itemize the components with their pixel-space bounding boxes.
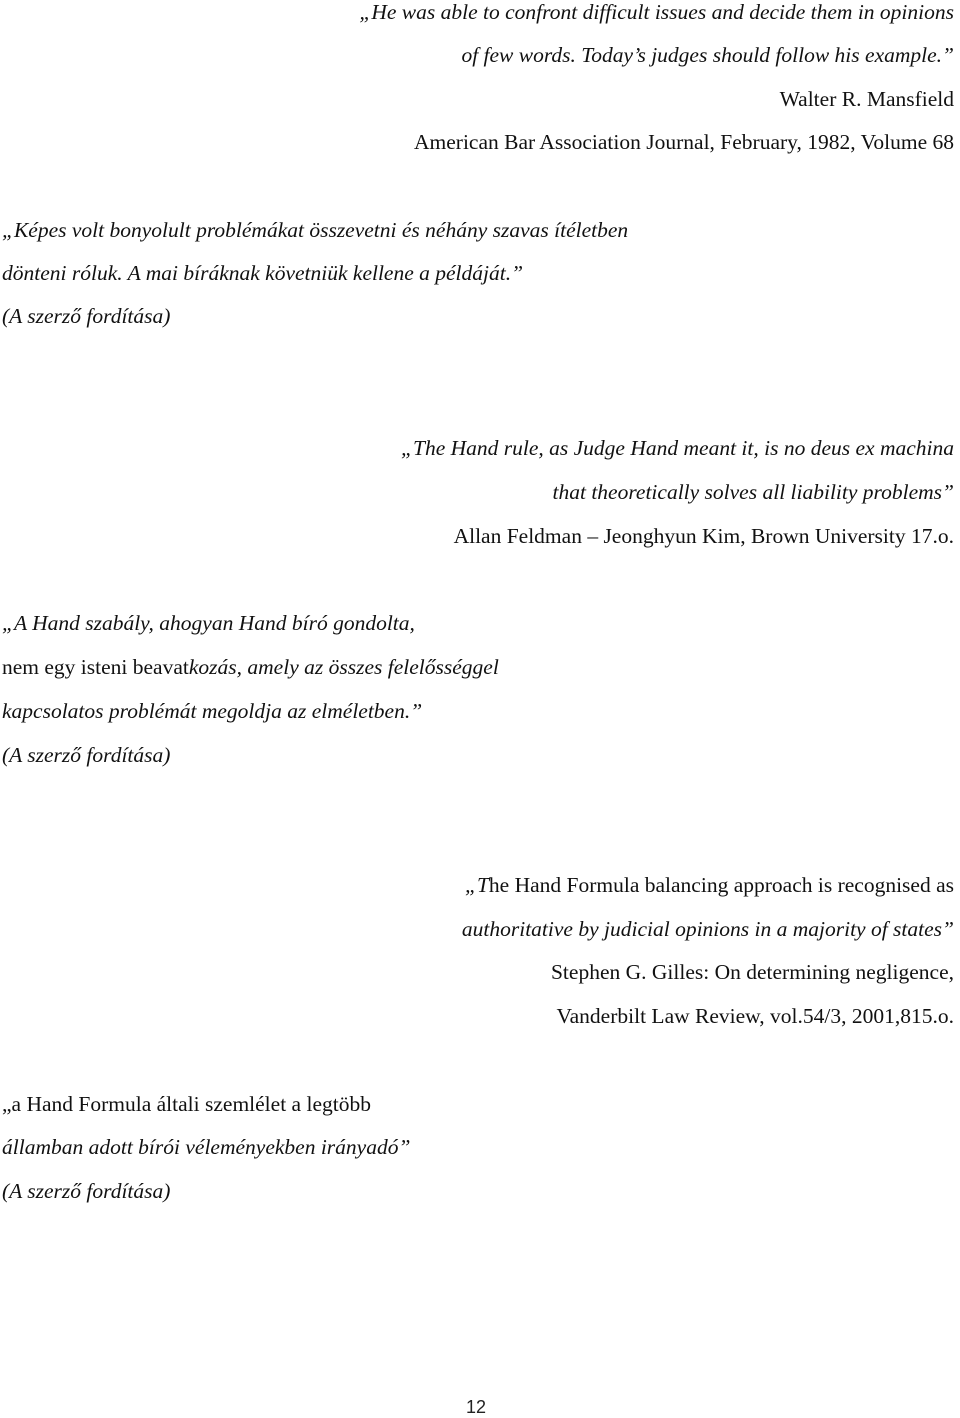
quote3-line1-italic: „T [464, 873, 489, 897]
translation2-line2-roman: nem egy isteni beavat [2, 655, 189, 679]
quote3-line1-roman: he Hand Formula balancing approach is recognised as [488, 873, 954, 897]
quote3-line1 [465, 875, 954, 897]
quote2-line1: „The Hand rule, as Judge Hand meant it, is no deus ex machina [401, 436, 954, 460]
translation2-line1: „A Hand szabály, ahogyan Hand bíró gondolta, [2, 611, 415, 635]
translation2-line2 [2, 657, 499, 679]
quote2-source: Allan Feldman – Jeonghyun Kim, Brown University 17.o. [453, 524, 954, 548]
translation2-line3: kapcsolatos problémát megoldja az elméletben.” [2, 699, 423, 723]
translation1-credit: (A szerző fordítása) [2, 304, 171, 328]
quote1-line2: of few words. Today’s judges should follow his example.” [461, 43, 954, 67]
translation3-line2: államban adott bírói véleményekben irányadó” [2, 1135, 411, 1159]
quote3-line2: authoritative by judicial opinions in a majority of states” [461, 917, 954, 941]
translation2-credit: (A szerző fordítása) [2, 743, 171, 767]
translation2-line2-italic: kozás, amely az összes felelősséggel [188, 655, 499, 679]
quote1-author: Walter R. Mansfield [779, 87, 954, 111]
quote3-source1: Stephen G. Gilles: On determining negligence, [550, 960, 954, 984]
quote3-source2: Vanderbilt Law Review, vol.54/3, 2001,815.o. [556, 1004, 954, 1028]
quote1-source: American Bar Association Journal, February, 1982, Volume 68 [414, 130, 954, 154]
translation1-line1: „Képes volt bonyolult problémákat összevetni és néhány szavas ítéletben [2, 218, 629, 242]
translation3-credit: (A szerző fordítása) [2, 1179, 171, 1203]
quote2-line2: that theoretically solves all liability problems” [552, 480, 954, 504]
quote1-line1: „He was able to confront difficult issues and decide them in opinions [359, 0, 954, 24]
translation1-line2: dönteni róluk. A mai bíráknak követniük kellene a példáját.” [2, 261, 524, 285]
translation3-line1: „a Hand Formula általi szemlélet a legtöbb [2, 1092, 371, 1116]
page-number: 12 [465, 1397, 487, 1417]
